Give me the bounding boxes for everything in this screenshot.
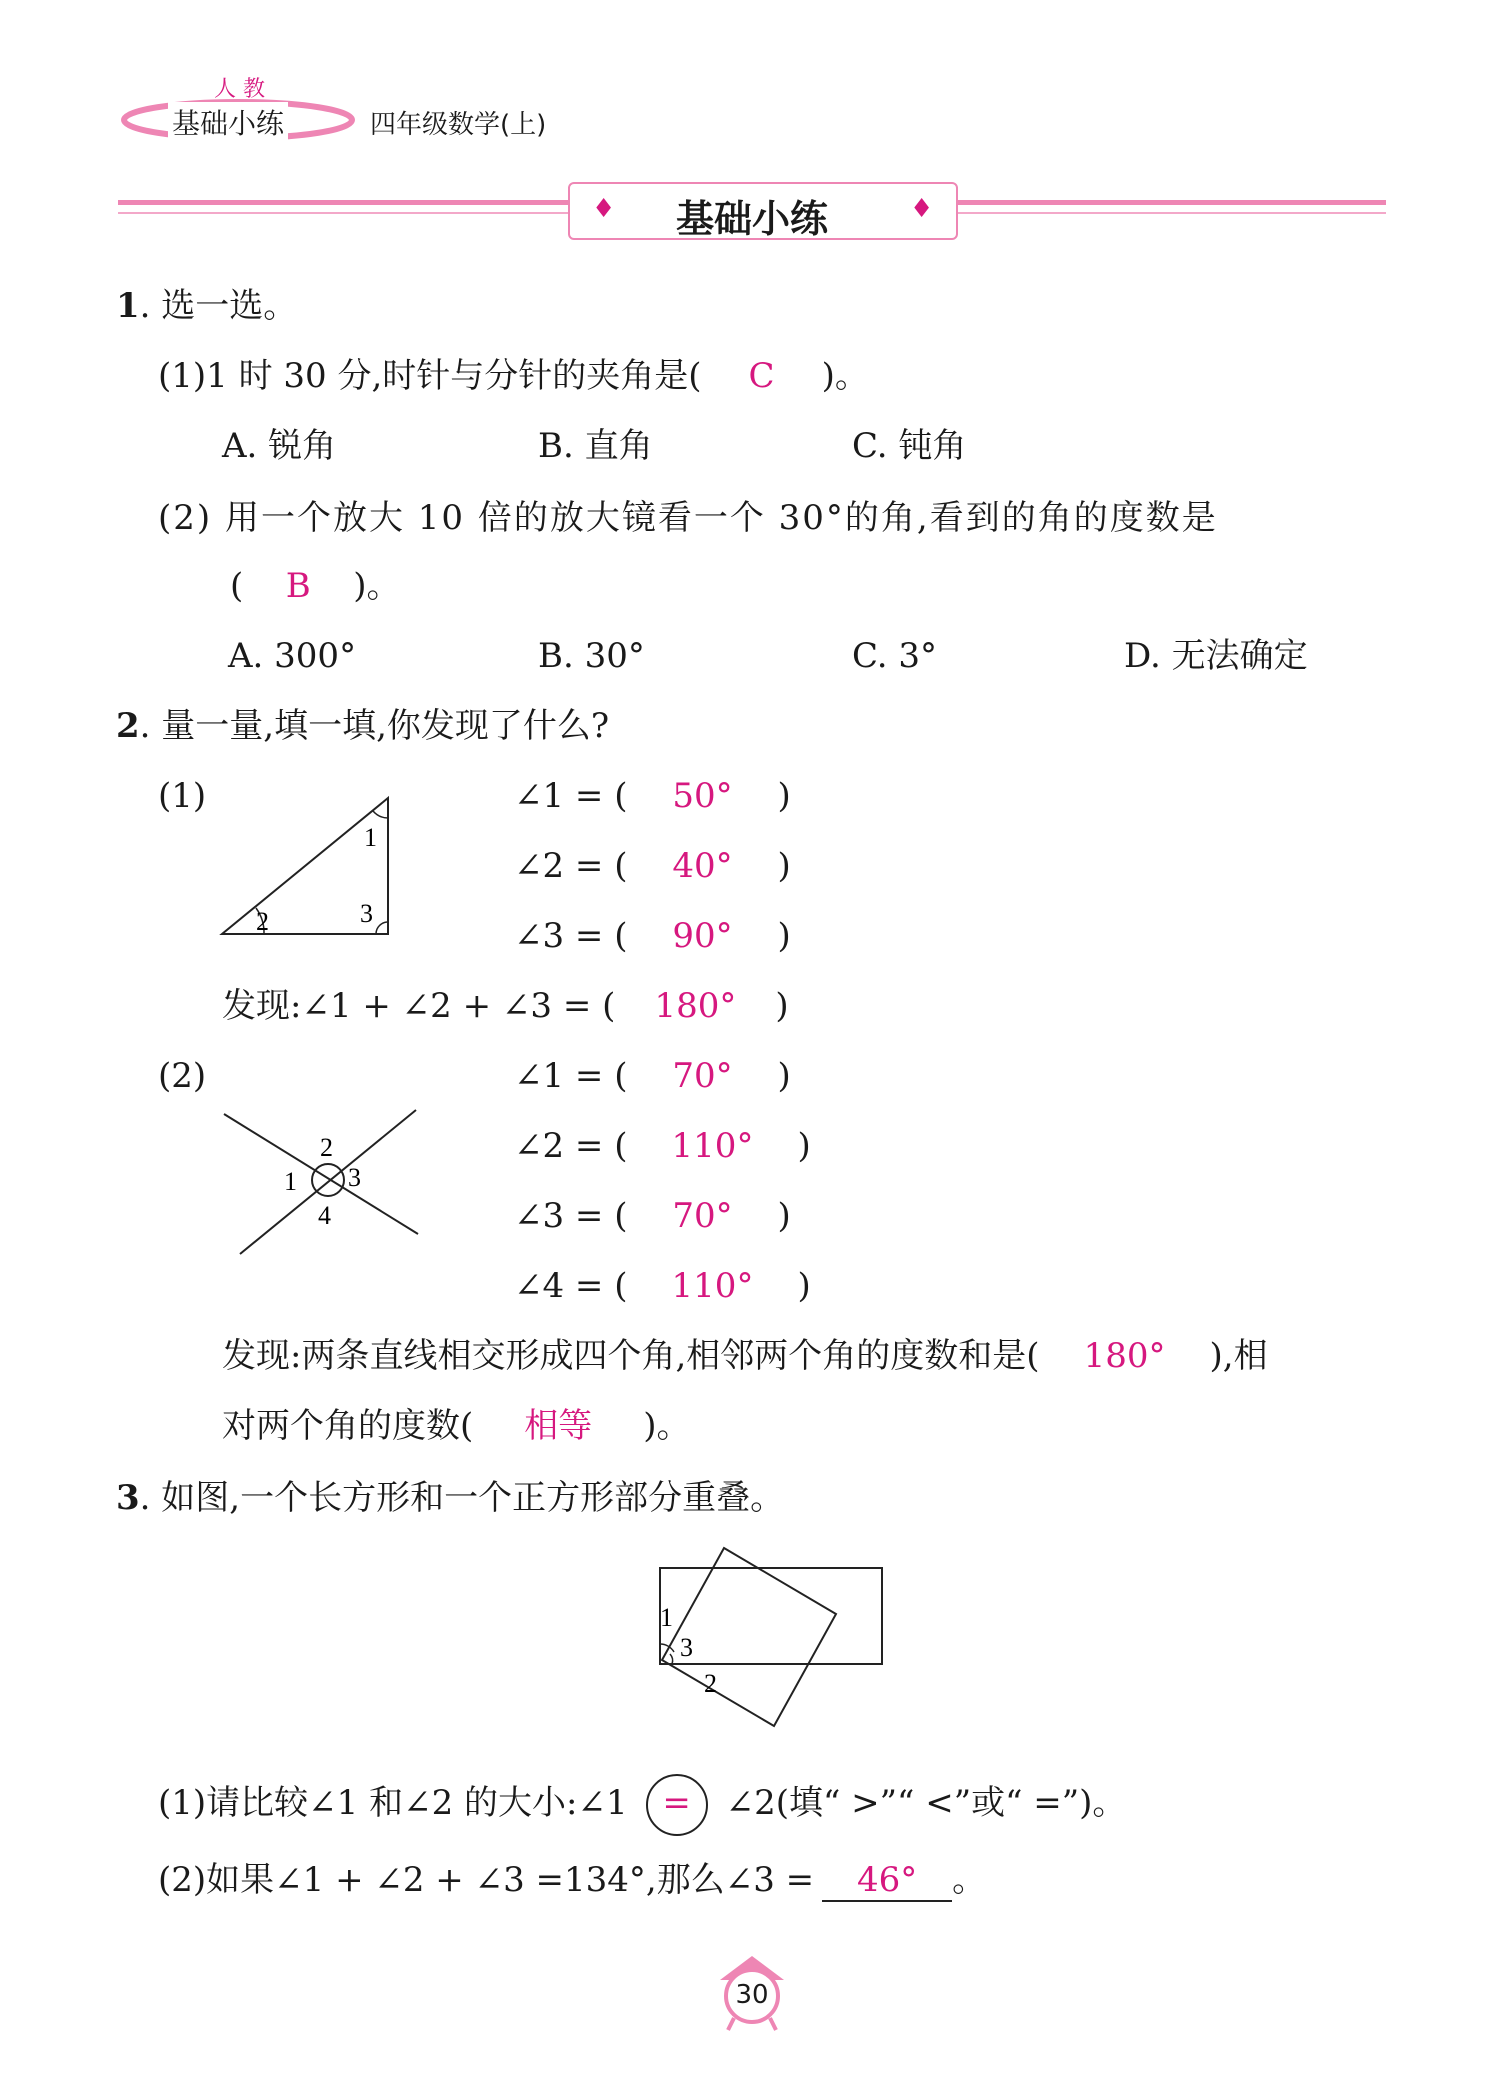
triangle-label-2: 2 bbox=[256, 907, 269, 936]
section-title: 基础小练 bbox=[676, 197, 829, 241]
q1-title bbox=[116, 286, 297, 326]
q3-p2-tail: 。 bbox=[952, 1860, 987, 1900]
overlap-label-2: 2 bbox=[704, 1669, 717, 1698]
triangle-figure bbox=[216, 790, 396, 940]
cross-angle1-close: ) bbox=[777, 1056, 791, 1096]
q1-p2-close: )。 bbox=[353, 566, 401, 606]
q2-p1-finding bbox=[222, 986, 789, 1026]
q3-title bbox=[116, 1478, 784, 1518]
finding2-line2-answer: 相等 bbox=[524, 1406, 593, 1446]
q2-p2-row-3 bbox=[514, 1196, 791, 1236]
q3-p1-answer: = bbox=[662, 1783, 691, 1823]
overlap-label-3: 3 bbox=[680, 1633, 693, 1662]
q1-p2-option-a: A. 300° bbox=[228, 636, 357, 676]
q1-p2-open: ( bbox=[230, 566, 244, 606]
angle2-answer: 40° bbox=[672, 846, 733, 886]
q1-p2-answer: B bbox=[285, 566, 311, 606]
q2-p1-label: (1) bbox=[158, 776, 207, 816]
q2-p1-row-2 bbox=[514, 846, 791, 886]
angle3-answer: 90° bbox=[672, 916, 733, 956]
q1-p2-text: (2) 用一个放大 10 倍的放大镜看一个 30°的角,看到的角的度数是 bbox=[158, 498, 1218, 538]
cross-angle4-close: ) bbox=[797, 1266, 811, 1306]
cross-label-1: 1 bbox=[284, 1167, 297, 1196]
q3-p2-text: (2)如果∠1 + ∠2 + ∠3 =134°,那么∠3 = bbox=[158, 1860, 815, 1900]
q1-title-text: . 选一选。 bbox=[139, 286, 298, 326]
q1-p1-text: (1)1 时 30 分,时针与分针的夹角是( bbox=[158, 356, 702, 396]
q2-p2-label: (2) bbox=[158, 1056, 207, 1096]
angle2-lhs: ∠2 = ( bbox=[514, 846, 628, 886]
q3-p1-text: (1)请比较∠1 和∠2 的大小:∠1 bbox=[158, 1783, 628, 1823]
cross-angle2-answer: 110° bbox=[671, 1126, 754, 1166]
q2-p2-finding-line1 bbox=[222, 1336, 1268, 1376]
angle3-lhs: ∠3 = ( bbox=[514, 916, 628, 956]
angle1-answer: 50° bbox=[672, 776, 733, 816]
cross-angle1-answer: 70° bbox=[672, 1056, 733, 1096]
q3-title-text: . 如图,一个长方形和一个正方形部分重叠。 bbox=[139, 1478, 785, 1518]
finding2-line1-text: 发现:两条直线相交形成四个角,相邻两个角的度数和是( bbox=[222, 1336, 1040, 1376]
cross-angle4-lhs: ∠4 = ( bbox=[514, 1266, 628, 1306]
q2-p2-row-1 bbox=[514, 1056, 791, 1096]
cross-angle1-lhs: ∠1 = ( bbox=[514, 1056, 628, 1096]
angle3-close: ) bbox=[777, 916, 791, 956]
q2-number: 2 bbox=[116, 706, 140, 746]
finding1-close: ) bbox=[775, 986, 789, 1026]
cross-label-3: 3 bbox=[348, 1163, 361, 1192]
q1-p2-option-d: D. 无法确定 bbox=[1124, 636, 1308, 676]
q3-p1-answer-circle bbox=[646, 1774, 708, 1836]
finding2-line1-tail: ),相 bbox=[1209, 1336, 1268, 1376]
angle2-close: ) bbox=[777, 846, 791, 886]
q2-title-text: . 量一量,填一填,你发现了什么? bbox=[139, 706, 610, 746]
q3-p1-tail: ∠2(填“ >”“ <”或“ =”)。 bbox=[725, 1783, 1127, 1823]
cross-angle3-close: ) bbox=[777, 1196, 791, 1236]
header-line-right bbox=[956, 200, 1386, 205]
q1-number: 1 bbox=[116, 286, 140, 326]
q2-title bbox=[116, 706, 609, 746]
overlap-label-1: 1 bbox=[660, 1603, 673, 1632]
header-line-left bbox=[118, 200, 568, 205]
q1-p2-option-c: C. 3° bbox=[852, 636, 938, 676]
cross-angle4-answer: 110° bbox=[671, 1266, 754, 1306]
q3-number: 3 bbox=[116, 1478, 140, 1518]
finding2-line2-tail: )。 bbox=[643, 1406, 691, 1446]
q2-p2-row-4 bbox=[514, 1266, 811, 1306]
diamond-icon-left: ♦ bbox=[592, 194, 616, 224]
q1-p2-option-b: B. 30° bbox=[538, 636, 645, 676]
badge-top-text: 人 教 bbox=[214, 77, 265, 102]
finding2-line1-answer: 180° bbox=[1083, 1336, 1166, 1376]
badge-main-text: 基础小练 bbox=[168, 102, 288, 142]
q1-p1-option-b: B. 直角 bbox=[538, 426, 653, 466]
header-line-left-thin bbox=[118, 212, 568, 214]
angle1-close: ) bbox=[777, 776, 791, 816]
overlap-rect-square-figure bbox=[650, 1540, 890, 1740]
cross-label-2: 2 bbox=[320, 1133, 333, 1162]
q1-p1-answer: C bbox=[748, 356, 775, 396]
q3-p2 bbox=[158, 1860, 986, 1902]
q1-p2-answer-line bbox=[230, 566, 401, 606]
page-number: 30 bbox=[735, 1980, 769, 2010]
q1-p1-option-a: A. 锐角 bbox=[222, 426, 337, 466]
header-line-right-thin bbox=[956, 212, 1386, 214]
q3-p1 bbox=[158, 1774, 1126, 1836]
diamond-icon-right: ♦ bbox=[910, 194, 934, 224]
q1-p1-close: )。 bbox=[821, 356, 869, 396]
cross-angle2-lhs: ∠2 = ( bbox=[514, 1126, 628, 1166]
triangle-label-1: 1 bbox=[364, 823, 377, 852]
finding2-line2-text: 对两个角的度数( bbox=[222, 1406, 474, 1446]
cross-angle3-lhs: ∠3 = ( bbox=[514, 1196, 628, 1236]
finding1-lhs: 发现:∠1 + ∠2 + ∠3 = ( bbox=[222, 986, 616, 1026]
q2-p1-row-1 bbox=[514, 776, 791, 816]
q3-p2-answer: 46° bbox=[822, 1860, 952, 1902]
q1-p1 bbox=[158, 356, 869, 396]
cross-angle3-answer: 70° bbox=[672, 1196, 733, 1236]
triangle-label-3: 3 bbox=[360, 899, 373, 928]
angle1-lhs: ∠1 = ( bbox=[514, 776, 628, 816]
cross-label-4: 4 bbox=[318, 1201, 331, 1230]
finding1-answer: 180° bbox=[654, 986, 737, 1026]
intersecting-lines-figure bbox=[216, 1100, 426, 1260]
q2-p1-row-3 bbox=[514, 916, 791, 956]
q2-p2-row-2 bbox=[514, 1126, 811, 1166]
q1-p1-option-c: C. 钝角 bbox=[852, 426, 967, 466]
cross-angle2-close: ) bbox=[797, 1126, 811, 1166]
grade-label: 四年级数学(上) bbox=[370, 110, 547, 140]
q2-p2-finding-line2 bbox=[222, 1406, 691, 1446]
